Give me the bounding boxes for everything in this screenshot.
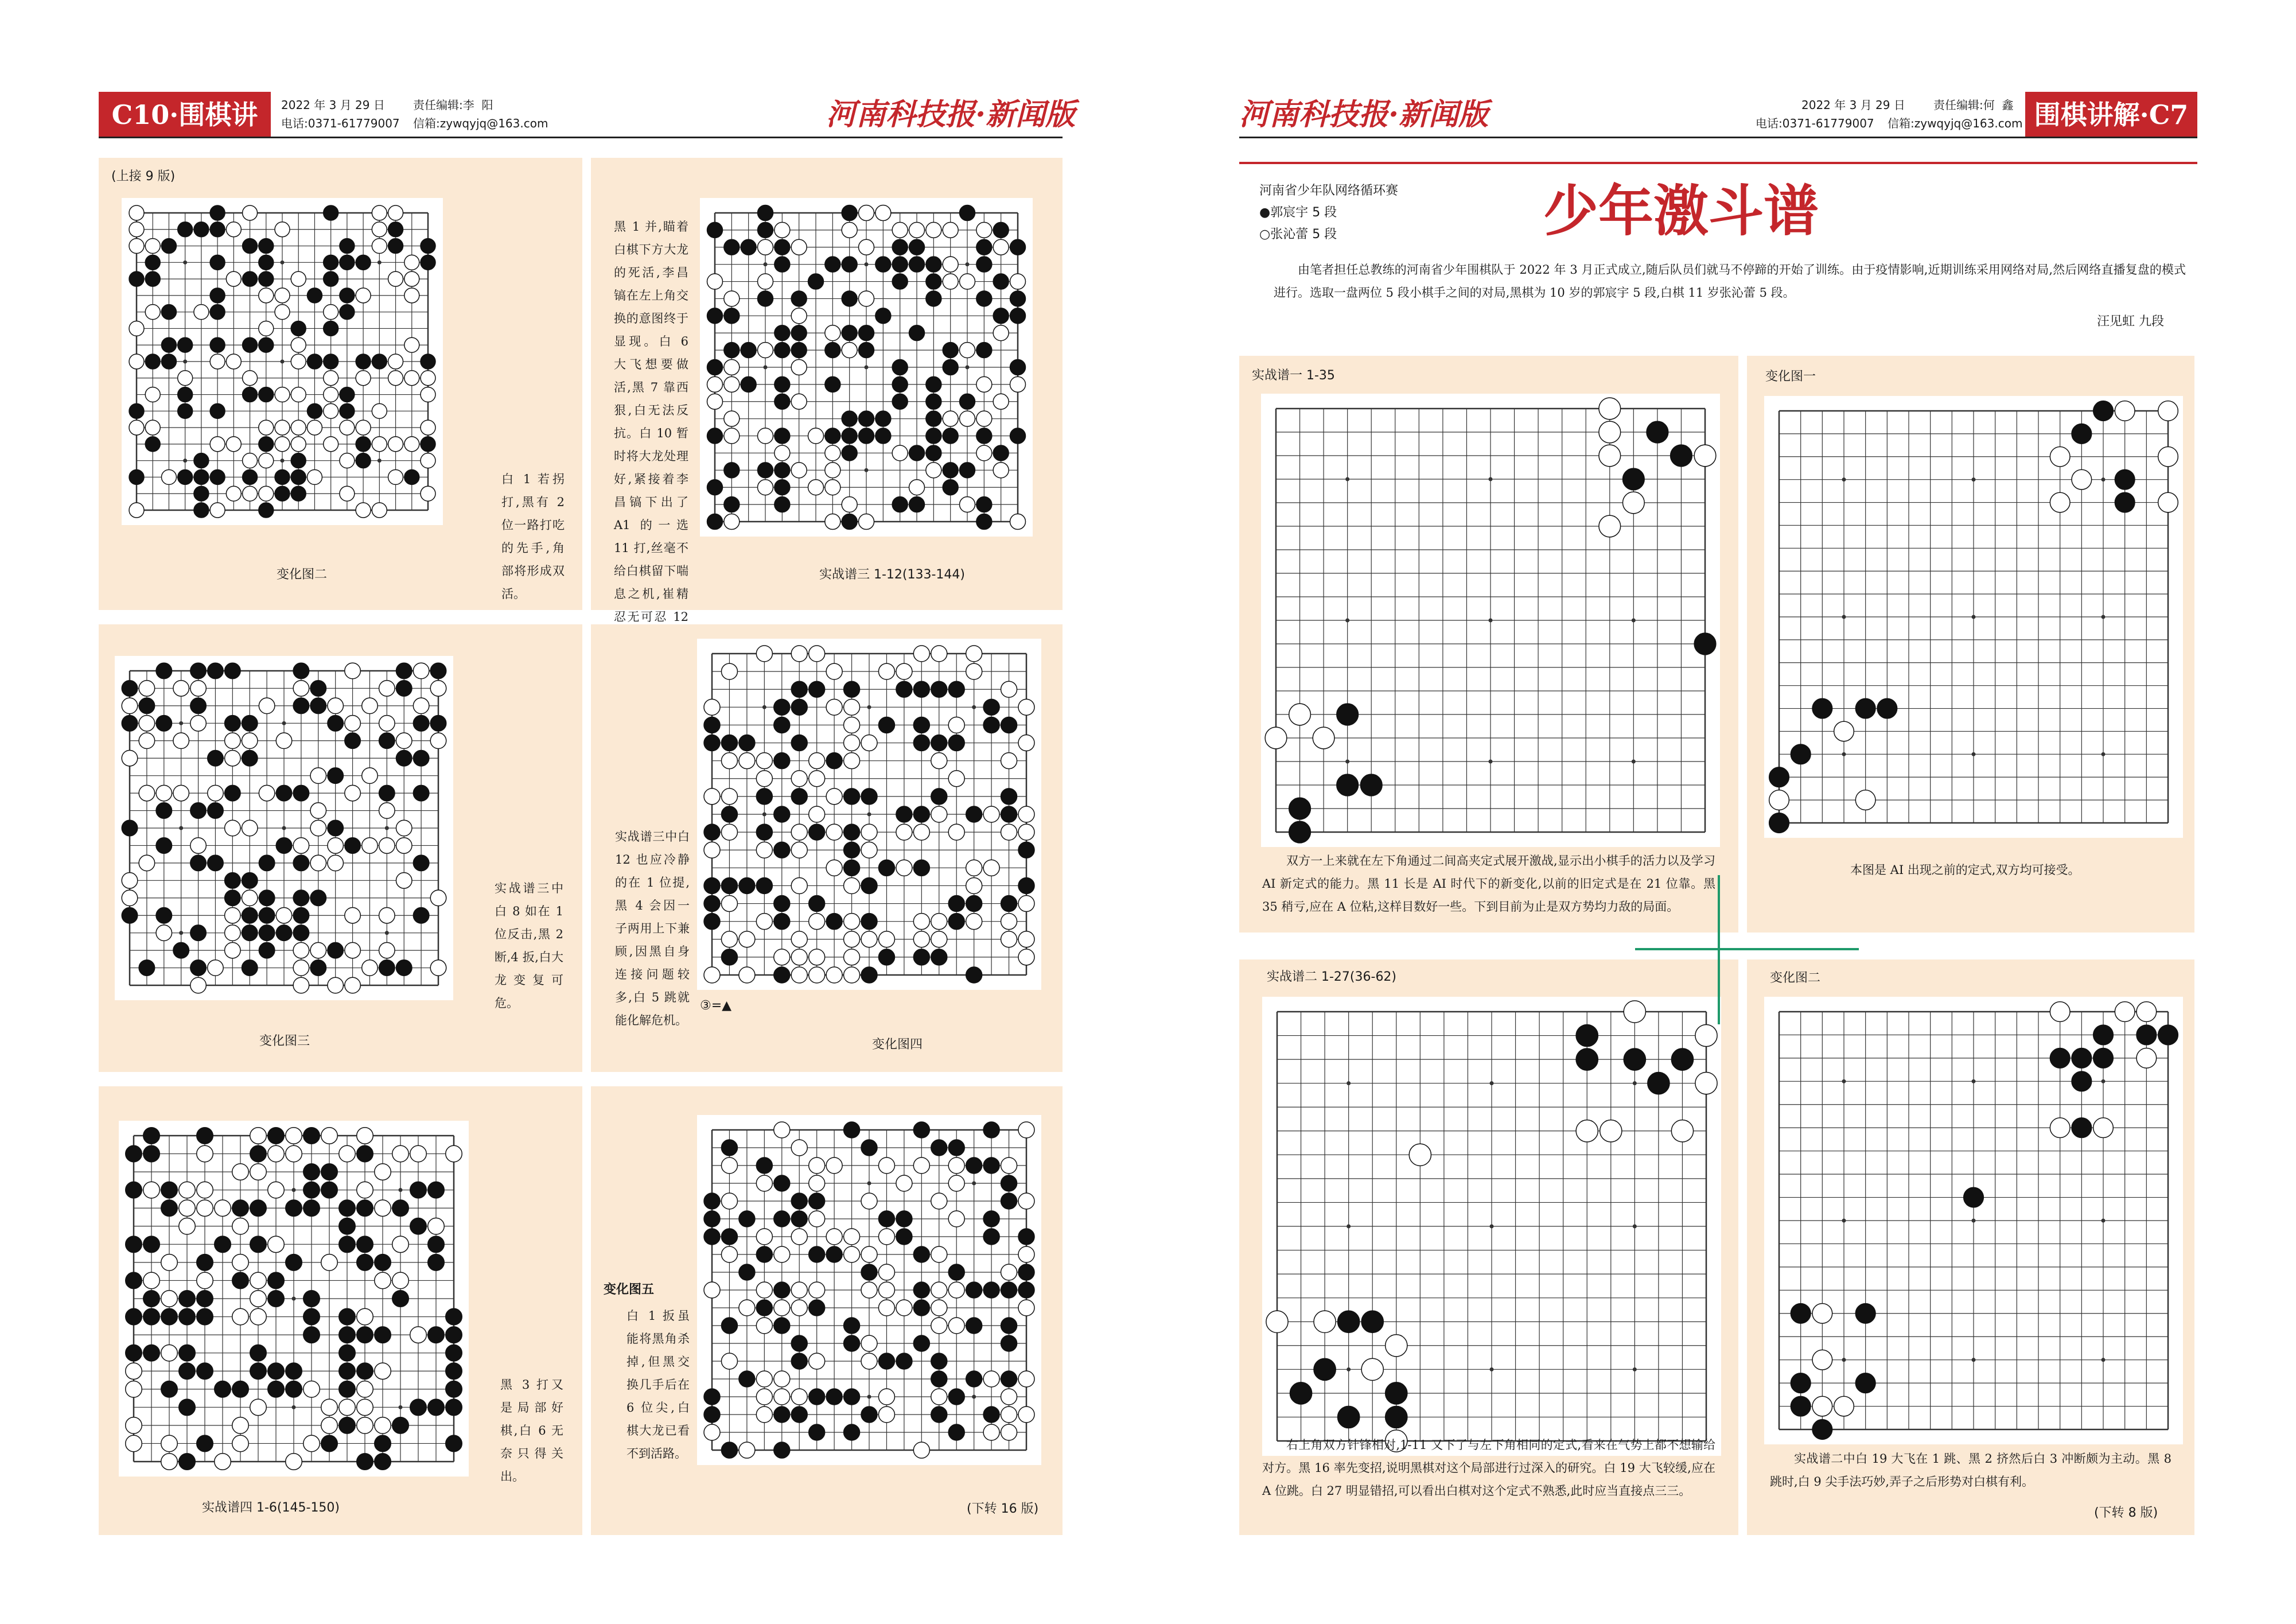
headline: 少年激斗谱 — [1543, 179, 1819, 243]
header-email: 信箱:zywqyjq@163.com — [413, 116, 548, 130]
panel-text: 实战谱二中白 19 大飞在 1 跳、黑 2 挤然后白 3 冲断颇为主动。黑 8 跳时,白 9 尖手法巧妙,弄子之后形势对白棋有利。 — [1770, 1452, 2172, 1489]
event-name: 河南省少年队网络循环赛 — [1259, 184, 1399, 198]
panel-caption: 实战谱三 1-12(133-144) — [819, 568, 966, 582]
panel-variation-3 — [99, 624, 582, 1072]
panel-caption: 变化图二 — [1770, 971, 1821, 985]
panel-game-record-2 — [1239, 959, 1738, 1535]
go-board — [1764, 997, 2183, 1444]
header-date: 2022 年 3 月 29 日 — [1801, 98, 1905, 112]
page-number: 围棋讲解·C7 — [2025, 92, 2197, 138]
panel-game-record-4 — [99, 1086, 582, 1535]
go-board — [697, 639, 1041, 990]
panel-text: 白 1 若拐打,黑有 2 位一路打吃的先手,角部将形成双活。 — [501, 472, 565, 601]
go-board — [122, 198, 443, 525]
panel-text: 实战谱三中白 8 如在 1 位反击,黑 2 断,4 扳,白大龙变复可危。 — [495, 881, 563, 1010]
header-editor: 责任编辑:何 鑫 — [1933, 98, 2014, 112]
header-rule — [99, 137, 1063, 138]
panel-variation-1 — [1747, 356, 2194, 933]
header-phone: 电话:0371-61779007 — [1756, 116, 1874, 130]
panel-caption: 实战谱一 1-35 — [1252, 368, 1335, 383]
go-board — [119, 1121, 469, 1477]
panel-caption: 变化图五 — [604, 1283, 655, 1297]
panel-caption: 变化图二 — [277, 568, 328, 582]
white-player: ○张沁蕾 5 段 — [1259, 227, 1337, 242]
panel-caption: 实战谱二 1-27(36-62) — [1267, 970, 1397, 984]
masthead: 河南科技报·新闻版 — [1239, 97, 1489, 132]
masthead: 河南科技报·新闻版 — [826, 97, 1076, 132]
go-board — [115, 656, 453, 1000]
panel-caption: 实战谱四 1-6(145-150) — [202, 1501, 340, 1515]
capture-note: ③=▲ — [700, 999, 732, 1013]
panel-variation-4 — [591, 624, 1063, 1072]
left-page — [0, 0, 1090, 1624]
panel-caption: 变化图三 — [259, 1034, 310, 1048]
fold-mark-vertical — [1718, 875, 1720, 1024]
panel-variation-2 — [99, 158, 582, 610]
intro-rule — [1239, 162, 2197, 164]
panel-game-record-1 — [1239, 356, 1738, 933]
panel-text: 黑 1 并,瞄着白棋下方大龙的死活,李昌镐在左上角交换的意图终于显现。白 6 大飞想要做活,黑 7 靠西狠,白无法反抗。白 10 暂时将大龙处理好,紧接着李昌镐下出了 A1 的一选 11 打,丝毫不给白棋留下喘息之机,崔精忍无可忍 12 — [614, 220, 688, 624]
panel-caption: 变化图四 — [872, 1038, 923, 1052]
fold-mark-horizontal — [1635, 948, 1859, 950]
go-board — [1261, 394, 1720, 847]
continued-to: (下转 16 版) — [967, 1502, 1039, 1516]
header-editor: 责任编辑:李 阳 — [413, 98, 493, 112]
go-board — [1262, 997, 1721, 1456]
panel-text: 黑 3 打又是局部好棋,白 6 无奈只得关出。 — [500, 1378, 563, 1483]
go-board — [697, 1115, 1041, 1465]
header-phone: 电话:0371-61779007 — [281, 116, 400, 130]
panel-game-record-3 — [591, 158, 1063, 624]
panel-text: 右上角双方针锋相对,1-11 又下了与左下角相同的定式,看来在气势上都不想输给对方。黑 16 率先变招,说明黑棋对这个局部进行过深入的研究。白 19 大飞较缓,应在 A 位跳。白 27 明显错招,可以看出白棋对这个定式不熟悉,此时应当直接点三三。 — [1262, 1438, 1715, 1498]
panel-caption: 变化图一 — [1765, 370, 1816, 384]
panel-variation-2-right — [1747, 959, 2194, 1535]
panel-text: 双方一上来就在左下角通过二间高夹定式展开激战,显示出小棋手的活力以及学习 AI 新定式的能力。黑 11 长是 AI 时代下的新变化,以前的旧定式是在 21 位靠。黑 35 稍亏,应在 A 位粘,这样目数好一些。下到目前为止是双方势均力敌的局面。 — [1262, 854, 1715, 914]
continued-to: (下转 8 版) — [2094, 1506, 2158, 1520]
panel-variation-5 — [591, 1086, 1063, 1535]
panel-text: 白 1 扳虽能将黑角杀掉,但黑交换几手后在 6 位尖,白棋大龙已看不到活路。 — [626, 1309, 690, 1460]
author: 汪见虹 九段 — [2097, 314, 2164, 329]
header-email: 信箱:zywqyjq@163.com — [1888, 116, 2023, 130]
right-page — [1205, 0, 2295, 1624]
header-date: 2022 年 3 月 29 日 — [281, 98, 385, 112]
header-rule — [1239, 137, 2197, 138]
go-board — [700, 198, 1033, 537]
panel-text: 本图是 AI 出现之前的定式,双方均可接受。 — [1850, 863, 2080, 877]
page-number: C10·围棋讲 — [99, 92, 271, 138]
black-player: ●郭宸宇 5 段 — [1259, 205, 1337, 220]
go-board — [1764, 396, 2183, 838]
panel-text: 实战谱三中白 12 也应冷静的在 1 位提,黑 4 会因一子两用上下兼顾,因黑自身连接问题较多,白 5 跳就能化解危机。 — [615, 830, 690, 1027]
continued-from: (上接 9 版) — [111, 169, 176, 184]
intro-text: 由笔者担任总教练的河南省少年围棋队于 2022 年 3 月正式成立,随后队员们就马不停蹄的开始了训练。由于疫情影响,近期训练采用网络对局,然后网络直播复盘的模式进行。选取一盘两位 5 段小棋手之间的对局,黑棋为 10 岁的郭宸宇 5 段,白棋 11 岁张沁蕾 5 段。 — [1274, 263, 2186, 300]
